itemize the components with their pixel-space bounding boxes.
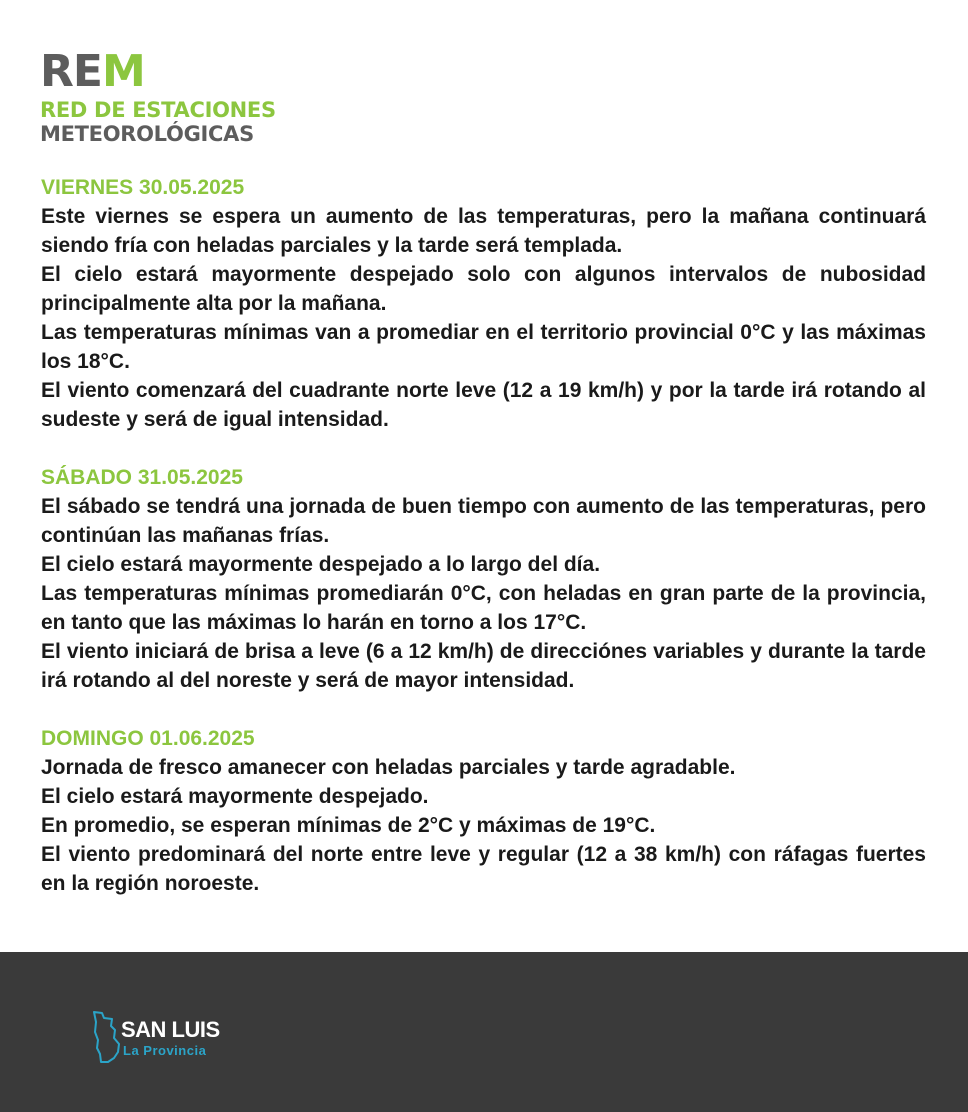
paragraph: Las temperaturas mínimas promediarán 0°C, con heladas en gran parte de la provincia, en tanto que las máximas lo harán en torno a los 17°C.	[41, 582, 926, 634]
day-title: DOMINGO 01.06.2025	[41, 727, 255, 750]
day-text	[41, 753, 926, 898]
day-title: VIERNES 30.05.2025	[41, 176, 245, 199]
forecast-day-friday	[41, 173, 926, 434]
day-text	[41, 202, 926, 434]
forecast-day-saturday	[41, 463, 926, 695]
brand-subtitle: La Provincia	[123, 1043, 207, 1058]
paragraph: Jornada de fresco amanecer con heladas parciales y tarde agradable.	[41, 756, 736, 779]
paragraph: El cielo estará mayormente despejado a lo largo del día.	[41, 553, 601, 576]
day-title: SÁBADO 31.05.2025	[41, 466, 243, 489]
day-text	[41, 492, 926, 695]
paragraph: El viento predominará del norte entre leve y regular (12 a 38 km/h) con ráfagas fuertes en la región noroeste.	[41, 843, 926, 895]
forecast-day-sunday	[41, 724, 926, 898]
logo-subtitle-line2: METEOROLÓGICAS	[40, 122, 254, 146]
forecast-content	[41, 173, 926, 927]
paragraph: El viento comenzará del cuadrante norte leve (12 a 19 km/h) y por la tarde irá rotando al sudeste y será de igual intensidad.	[41, 379, 926, 431]
logo-rem-wordmark: REM	[40, 46, 145, 97]
brand-name: SAN LUIS	[121, 1017, 220, 1042]
logo-subtitle-line1: RED DE ESTACIONES	[40, 98, 276, 122]
rem-logo	[40, 46, 276, 146]
paragraph: El sábado se tendrá una jornada de buen tiempo con aumento de las temperaturas, pero continúan las mañanas frías.	[41, 495, 926, 547]
paragraph: El cielo estará mayormente despejado.	[41, 785, 429, 808]
paragraph: El cielo estará mayormente despejado solo con algunos intervalos de nubosidad principalmente alta por la mañana.	[41, 263, 926, 315]
province-map-icon	[92, 1010, 122, 1064]
footer-band	[0, 952, 968, 1112]
paragraph: Las temperaturas mínimas van a promediar en el territorio provincial 0°C y las máximas los 18°C.	[41, 321, 926, 373]
san-luis-logo	[92, 1010, 232, 1064]
paragraph: Este viernes se espera un aumento de las temperaturas, pero la mañana continuará siendo fría con heladas parciales y la tarde será templada.	[41, 205, 926, 257]
paragraph: En promedio, se esperan mínimas de 2°C y máximas de 19°C.	[41, 814, 656, 837]
paragraph: El viento iniciará de brisa a leve (6 a 12 km/h) de direcciónes variables y durante la tarde irá rotando al del noreste y será de mayor intensidad.	[41, 640, 926, 692]
